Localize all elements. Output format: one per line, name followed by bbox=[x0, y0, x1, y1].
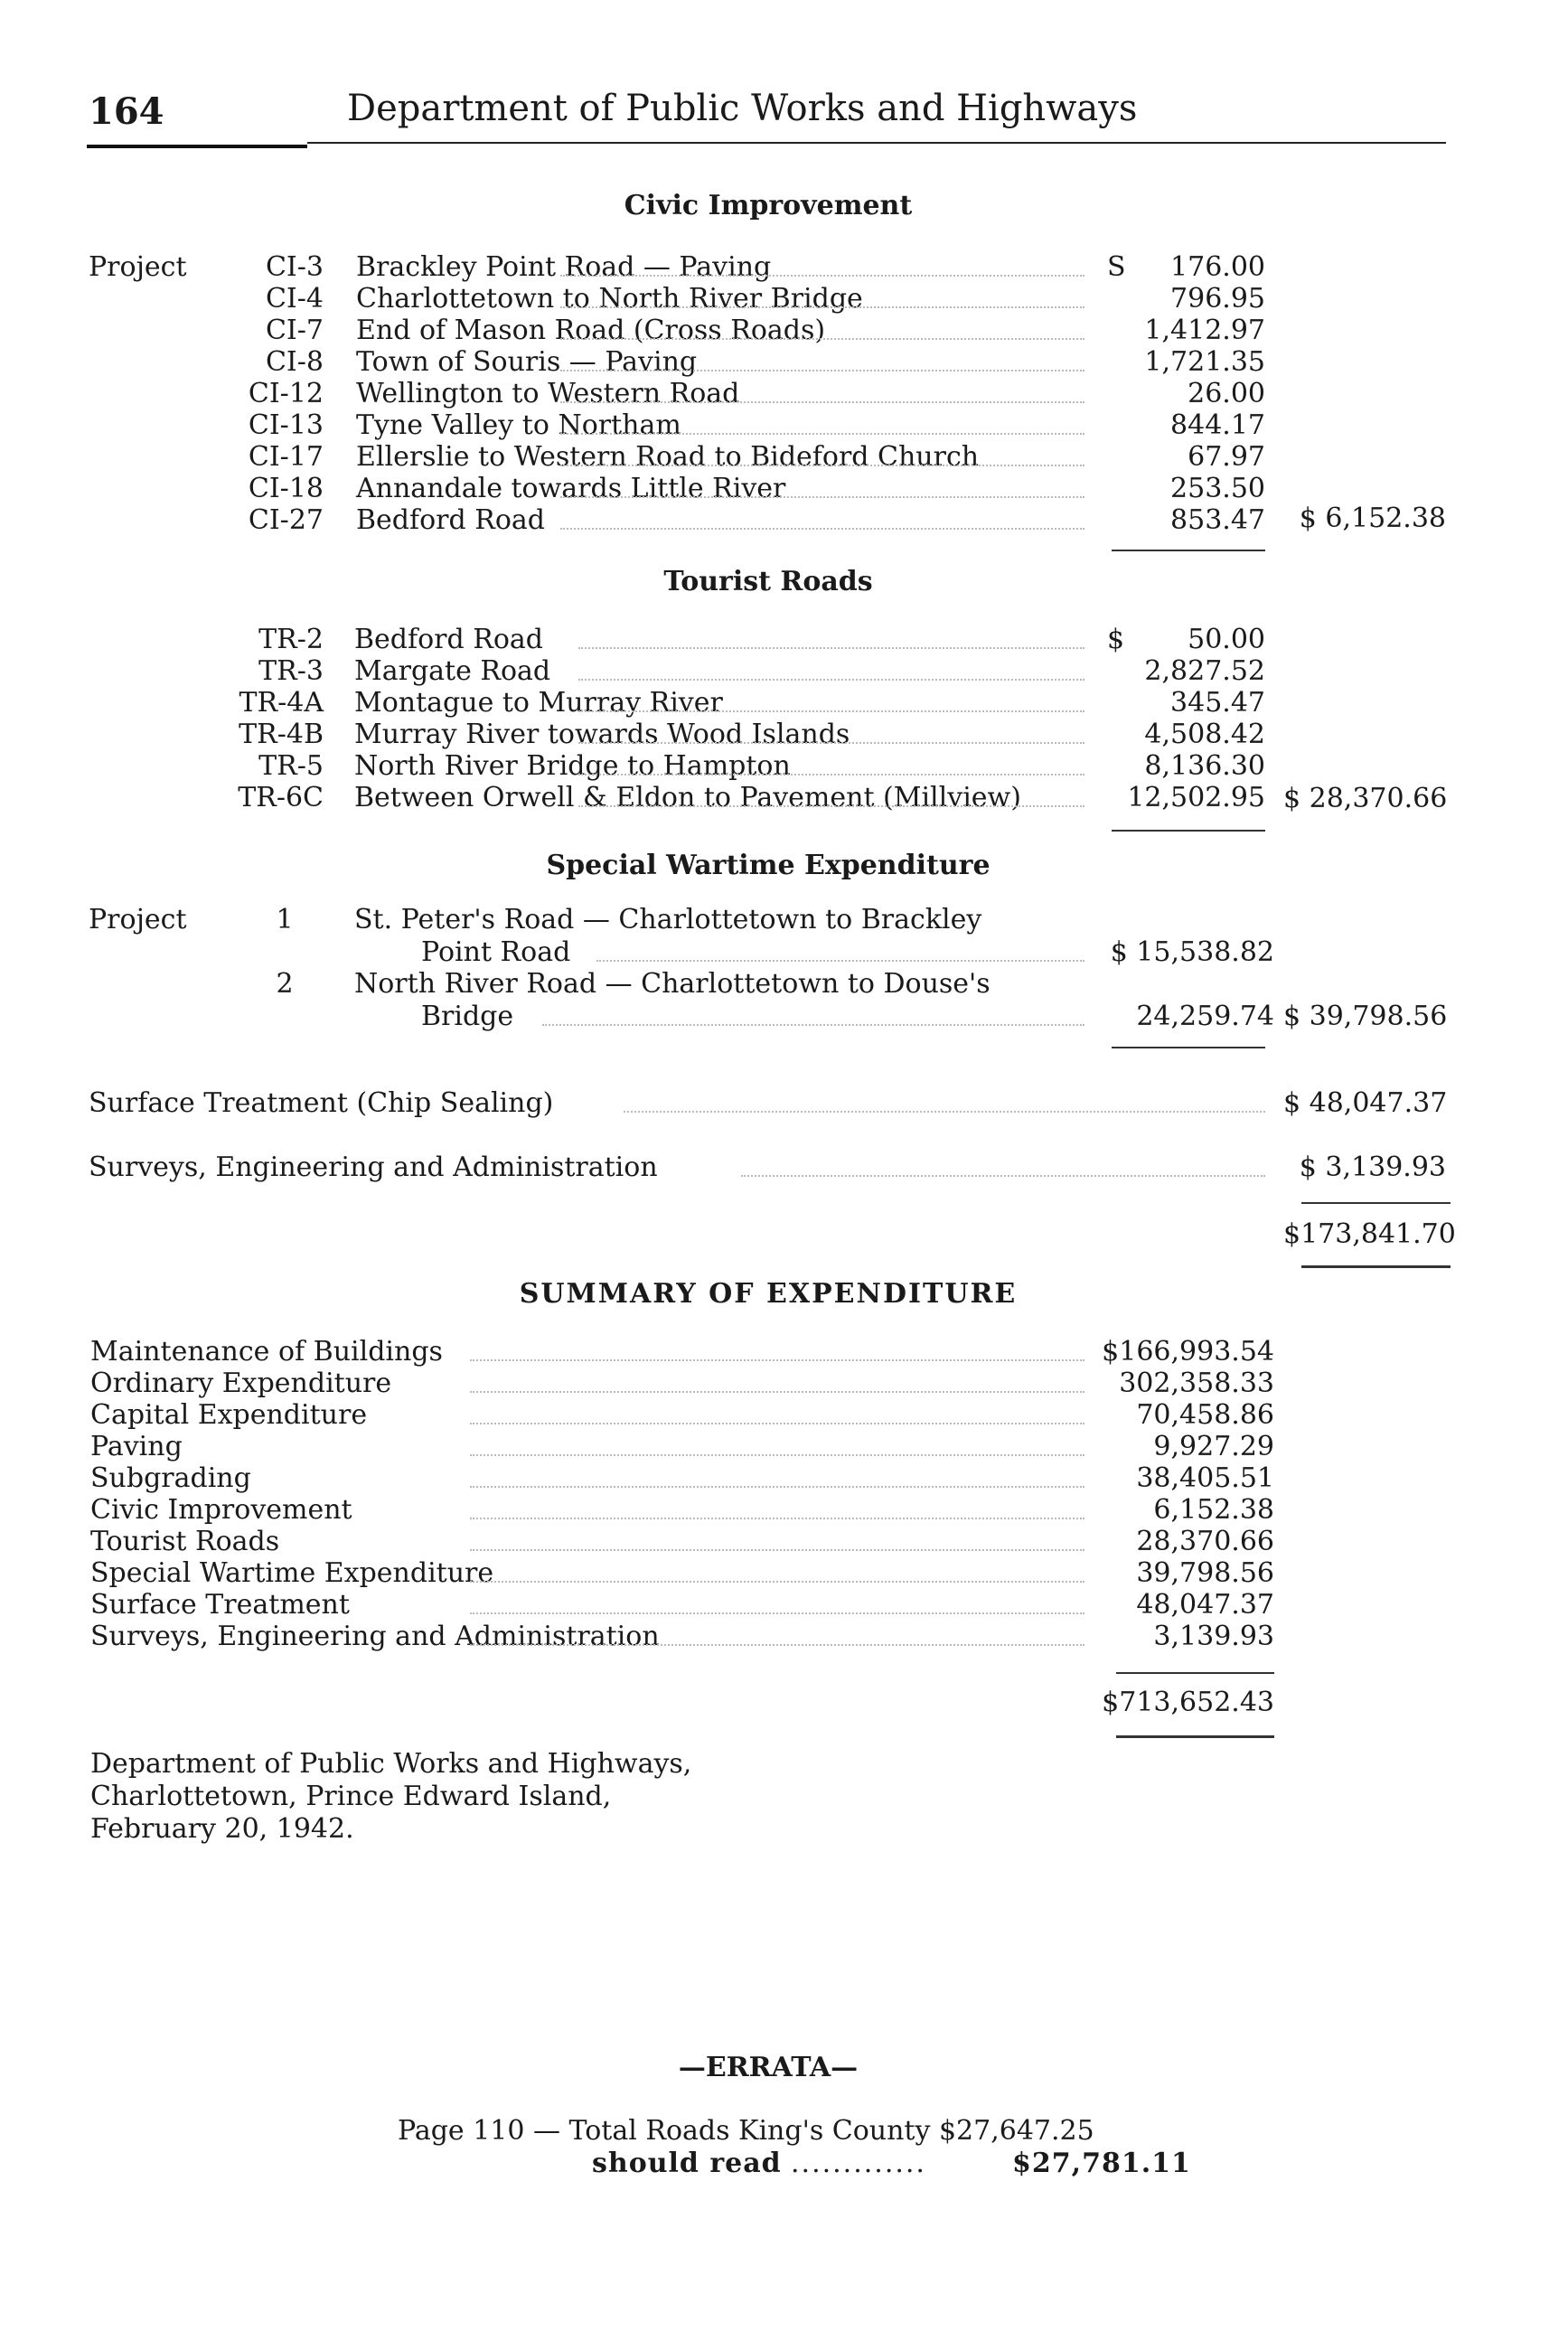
tourist-row-code: TR-5 bbox=[258, 750, 324, 782]
summary-row-leader bbox=[470, 1549, 1084, 1551]
tourist-subtotal-rule bbox=[1112, 830, 1265, 832]
tourist-row-amount: 50.00 bbox=[1188, 624, 1265, 655]
wartime-project-1-desc-line2: Point Road bbox=[421, 936, 571, 968]
tourist-row-leader bbox=[578, 805, 1084, 807]
grand-total-rule-top bbox=[1301, 1202, 1451, 1204]
wartime-project-label: Project bbox=[89, 904, 187, 935]
summary-row-leader bbox=[470, 1518, 1084, 1519]
grand-total: $173,841.70 bbox=[1283, 1218, 1456, 1250]
tourist-row-leader bbox=[578, 742, 1084, 744]
tourist-roads-heading: Tourist Roads bbox=[663, 566, 873, 597]
summary-total-rule-bottom bbox=[1116, 1735, 1274, 1738]
errata-should-read: should read bbox=[592, 2148, 782, 2179]
civic-row-code: CI-18 bbox=[248, 473, 324, 504]
civic-row-code: CI-7 bbox=[265, 315, 324, 346]
civic-row-description: Brackley Point Road — Paving bbox=[356, 251, 772, 283]
summary-row-label: Paving bbox=[90, 1431, 183, 1462]
surface-treatment-leader bbox=[624, 1111, 1265, 1113]
civic-project-label: Project bbox=[89, 251, 187, 283]
tourist-row-code: TR-2 bbox=[258, 624, 324, 655]
summary-row-amount: $166,993.54 bbox=[1102, 1336, 1274, 1368]
summary-row-leader bbox=[470, 1359, 1084, 1361]
grand-total-rule-bottom bbox=[1301, 1265, 1451, 1268]
civic-row-amount: 796.95 bbox=[1170, 283, 1265, 315]
summary-row-label: Ordinary Expenditure bbox=[90, 1368, 392, 1399]
tourist-row-code: TR-3 bbox=[258, 655, 324, 687]
civic-improvement-heading: Civic Improvement bbox=[624, 190, 913, 221]
tourist-row-description: Between Orwell & Eldon to Pavement (Millview) bbox=[354, 782, 1021, 813]
summary-total: $713,652.43 bbox=[1102, 1687, 1274, 1718]
summary-row-amount: 70,458.86 bbox=[1136, 1399, 1274, 1431]
errata-corrected-amount: $27,781.11 bbox=[1012, 2148, 1191, 2179]
wartime-project-2-amount: 24,259.74 bbox=[1136, 1001, 1274, 1032]
surveys-amount: $ 3,139.93 bbox=[1299, 1152, 1446, 1183]
signature-line-2: Charlottetown, Prince Edward Island, bbox=[90, 1781, 612, 1812]
summary-row-amount: 6,152.38 bbox=[1153, 1494, 1274, 1526]
errata-heading: —ERRATA— bbox=[678, 2052, 859, 2083]
civic-row-leader bbox=[560, 370, 1084, 371]
civic-row-leader bbox=[560, 401, 1084, 403]
civic-row-amount: 1,412.97 bbox=[1144, 315, 1265, 346]
civic-currency-symbol: S bbox=[1107, 251, 1126, 283]
civic-row-amount: 176.00 bbox=[1170, 251, 1265, 283]
summary-row-leader bbox=[470, 1423, 1084, 1424]
tourist-currency-symbol: $ bbox=[1107, 624, 1125, 655]
civic-row-description: Town of Souris — Paving bbox=[356, 346, 698, 378]
tourist-row-description: Murray River towards Wood Islands bbox=[354, 719, 850, 750]
wartime-project-2-number: 2 bbox=[276, 968, 294, 1000]
tourist-row-leader bbox=[578, 710, 1084, 712]
surface-treatment-label: Surface Treatment (Chip Sealing) bbox=[89, 1087, 554, 1119]
civic-row-code: CI-4 bbox=[265, 283, 324, 315]
civic-row-description: Bedford Road bbox=[356, 504, 545, 536]
summary-heading: SUMMARY OF EXPENDITURE bbox=[519, 1278, 1018, 1310]
errata-leader: ............. bbox=[791, 2148, 926, 2179]
summary-row-amount: 38,405.51 bbox=[1136, 1462, 1274, 1494]
summary-row-label: Capital Expenditure bbox=[90, 1399, 368, 1431]
wartime-project-1-amount: $ 15,538.82 bbox=[1110, 936, 1274, 968]
summary-row-amount: 3,139.93 bbox=[1153, 1621, 1274, 1652]
summary-row-label: Maintenance of Buildings bbox=[90, 1336, 443, 1368]
signature-line-3: February 20, 1942. bbox=[90, 1813, 354, 1845]
header-rule-thick bbox=[87, 145, 307, 148]
wartime-subtotal-rule bbox=[1112, 1047, 1265, 1048]
civic-row-code: CI-3 bbox=[265, 251, 324, 283]
tourist-row-description: Montague to Murray River bbox=[354, 687, 723, 719]
summary-row-leader bbox=[470, 1644, 1084, 1646]
surveys-label: Surveys, Engineering and Administration bbox=[89, 1152, 658, 1183]
tourist-row-leader bbox=[578, 647, 1084, 649]
surveys-leader bbox=[741, 1175, 1265, 1177]
civic-row-amount: 26.00 bbox=[1188, 378, 1265, 409]
summary-row-leader bbox=[470, 1581, 1084, 1583]
civic-row-amount: 844.17 bbox=[1170, 409, 1265, 441]
signature-line-1: Department of Public Works and Highways, bbox=[90, 1748, 692, 1780]
civic-row-leader bbox=[560, 465, 1084, 466]
civic-row-leader bbox=[560, 306, 1084, 308]
tourist-total: $ 28,370.66 bbox=[1283, 783, 1448, 814]
summary-row-label: Tourist Roads bbox=[90, 1526, 280, 1557]
civic-row-code: CI-12 bbox=[248, 378, 324, 409]
tourist-row-leader bbox=[578, 774, 1084, 776]
civic-row-leader bbox=[560, 496, 1084, 498]
tourist-row-amount: 4,508.42 bbox=[1144, 719, 1265, 750]
summary-row-label: Surveys, Engineering and Administration bbox=[90, 1621, 660, 1652]
tourist-row-code: TR-4B bbox=[239, 719, 324, 750]
wartime-total: $ 39,798.56 bbox=[1283, 1001, 1448, 1032]
civic-total: $ 6,152.38 bbox=[1299, 503, 1446, 534]
summary-row-amount: 9,927.29 bbox=[1153, 1431, 1274, 1462]
civic-row-leader bbox=[560, 433, 1084, 435]
civic-row-code: CI-17 bbox=[248, 441, 324, 473]
wartime-project-1-desc-line1: St. Peter's Road — Charlottetown to Brackley bbox=[354, 904, 982, 935]
summary-total-rule-top bbox=[1116, 1672, 1274, 1674]
civic-row-description: Ellerslie to Western Road to Bideford Church bbox=[356, 441, 980, 473]
summary-row-amount: 302,358.33 bbox=[1119, 1368, 1274, 1399]
wartime-project-2-leader bbox=[542, 1024, 1084, 1026]
summary-row-leader bbox=[470, 1486, 1084, 1488]
tourist-row-description: Bedford Road bbox=[354, 624, 543, 655]
civic-row-description: End of Mason Road (Cross Roads) bbox=[356, 315, 826, 346]
civic-row-amount: 67.97 bbox=[1188, 441, 1265, 473]
summary-row-label: Special Wartime Expenditure bbox=[90, 1557, 494, 1589]
civic-subtotal-rule bbox=[1112, 550, 1265, 551]
summary-row-amount: 39,798.56 bbox=[1136, 1557, 1274, 1589]
tourist-row-amount: 8,136.30 bbox=[1144, 750, 1265, 782]
civic-row-amount: 253.50 bbox=[1170, 473, 1265, 504]
summary-row-label: Surface Treatment bbox=[90, 1589, 350, 1621]
errata-line-1: Page 110 — Total Roads King's County $27,647.25 bbox=[398, 2115, 1094, 2147]
civic-row-amount: 853.47 bbox=[1170, 504, 1265, 536]
tourist-row-amount: 345.47 bbox=[1170, 687, 1265, 719]
page-number: 164 bbox=[89, 90, 164, 133]
summary-row-amount: 48,047.37 bbox=[1136, 1589, 1274, 1621]
summary-row-amount: 28,370.66 bbox=[1136, 1526, 1274, 1557]
summary-row-label: Civic Improvement bbox=[90, 1494, 352, 1526]
surface-treatment-amount: $ 48,047.37 bbox=[1283, 1087, 1448, 1119]
civic-row-description: Wellington to Western Road bbox=[356, 378, 740, 409]
wartime-project-1-leader bbox=[596, 960, 1084, 962]
wartime-project-1-number: 1 bbox=[276, 904, 294, 935]
tourist-row-code: TR-4A bbox=[239, 687, 324, 719]
civic-row-leader bbox=[560, 338, 1084, 340]
wartime-heading: Special Wartime Expenditure bbox=[546, 850, 991, 881]
civic-row-code: CI-27 bbox=[248, 504, 324, 536]
civic-row-amount: 1,721.35 bbox=[1144, 346, 1265, 378]
civic-row-description: Charlottetown to North River Bridge bbox=[356, 283, 863, 315]
civic-row-code: CI-13 bbox=[248, 409, 324, 441]
civic-row-code: CI-8 bbox=[265, 346, 324, 378]
summary-row-label: Subgrading bbox=[90, 1462, 251, 1494]
civic-row-description: Annandale towards Little River bbox=[356, 473, 786, 504]
tourist-row-description: Margate Road bbox=[354, 655, 551, 687]
wartime-project-2-desc-line1: North River Road — Charlottetown to Douse's bbox=[354, 968, 991, 1000]
summary-row-leader bbox=[470, 1454, 1084, 1456]
summary-row-leader bbox=[470, 1612, 1084, 1614]
wartime-project-2-desc-line2: Bridge bbox=[421, 1001, 514, 1032]
civic-row-description: Tyne Valley to Northam bbox=[356, 409, 681, 441]
header-rule-thin bbox=[307, 142, 1446, 144]
civic-row-leader bbox=[560, 528, 1084, 530]
tourist-row-description: North River Bridge to Hampton bbox=[354, 750, 791, 782]
running-header: Department of Public Works and Highways bbox=[347, 88, 1138, 129]
tourist-row-code: TR-6C bbox=[238, 782, 324, 813]
summary-row-leader bbox=[470, 1391, 1084, 1393]
tourist-row-leader bbox=[578, 679, 1084, 681]
tourist-row-amount: 2,827.52 bbox=[1144, 655, 1265, 687]
civic-row-leader bbox=[560, 275, 1084, 277]
tourist-row-amount: 12,502.95 bbox=[1127, 782, 1265, 813]
